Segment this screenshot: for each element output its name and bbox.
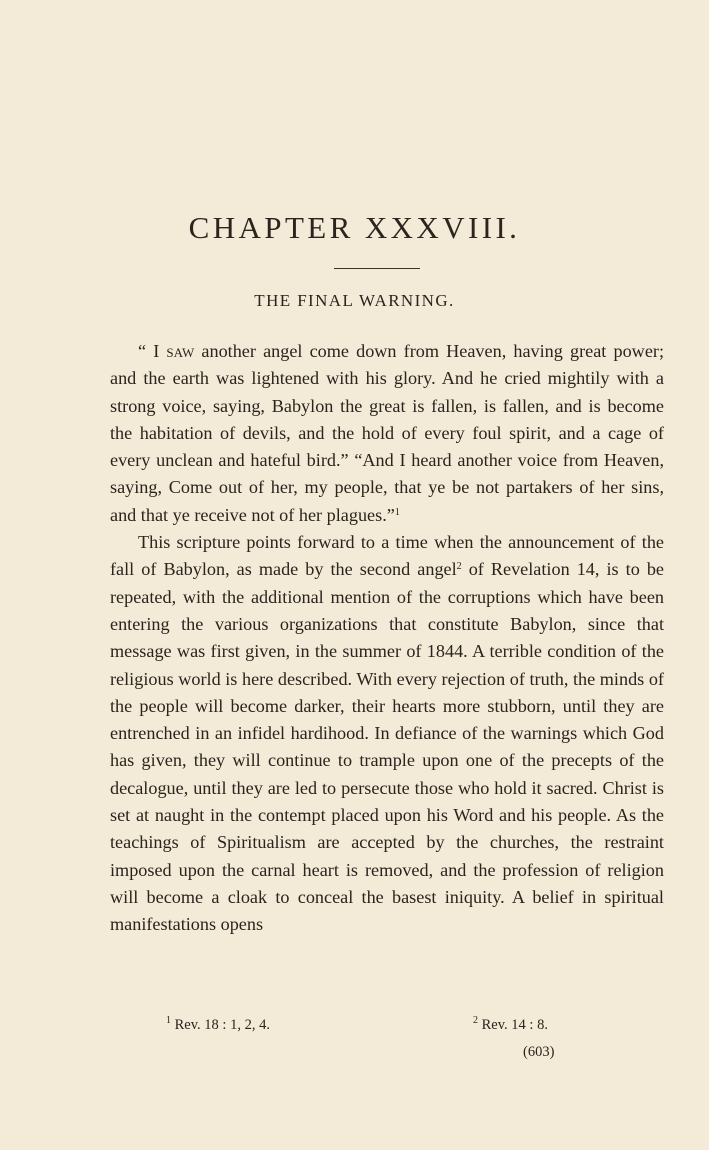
body-text <box>110 338 664 939</box>
paragraph-2-text-a: This scripture points forward to a time when the announcement of the fall of Babylon, as made by the second angel <box>110 532 664 580</box>
footnote-1-mark: 1 <box>166 1015 171 1026</box>
chapter-title: CHAPTER XXXVIII. <box>188 210 521 245</box>
footnote-ref-2: 2 <box>456 561 462 573</box>
footnote-ref-1: 1 <box>394 506 400 518</box>
page-number: (603) <box>523 1044 555 1060</box>
first-word: saw <box>166 341 195 361</box>
paragraph-1-text: another angel come down from Heaven, having great power; and the earth was lightened with his glory. And he cried mightily with a strong voice, saying, Babylon the great is fallen, is fallen, and is become the habitation of devils, and the hold of every foul spirit, and a cage of every unclean and hateful bird.” “And I heard another voice from Heaven, saying, Come out of her, my people, that ye be not partakers of her sins, and that ye receive not of her plagues.” <box>110 341 664 525</box>
paragraph-2-text-b: of Revelation 14, is to be repeated, with the additional mention of the corruptions which have been entering the various organizations that constitute Babylon, since that message was first given, in the summer of 1844. A terrible condition of the religious world is here described. With every rejection of truth, the minds of the people will become darker, their hearts more stubborn, until they are entrenched in an infidel hardihood. In defiance of the warnings which God has given, they will continue to trample upon one of the precepts of the decalogue, until they are led to persecute those who hold it sacred. Christ is set at naught in the contempt placed upon his Word and his people. As the teachings of Spiritualism are accepted by the churches, the restraint imposed upon the carnal heart is removed, and the profession of religion will become a cloak to conceal the basest iniquity. A belief in spiritual manifestations opens <box>110 559 664 935</box>
section-title: THE FINAL WARNING. <box>254 291 455 310</box>
open-quote: “ I <box>138 341 167 361</box>
footnote-1 <box>166 1016 270 1034</box>
footnote-1-text: Rev. 18 : 1, 2, 4. <box>171 1017 270 1033</box>
paragraph-1 <box>110 338 664 529</box>
title-divider <box>334 268 420 269</box>
footnote-2-text: Rev. 14 : 8. <box>478 1017 548 1033</box>
footnote-2 <box>473 1016 548 1034</box>
footnote-2-mark: 2 <box>473 1015 478 1026</box>
paragraph-2 <box>110 529 664 938</box>
